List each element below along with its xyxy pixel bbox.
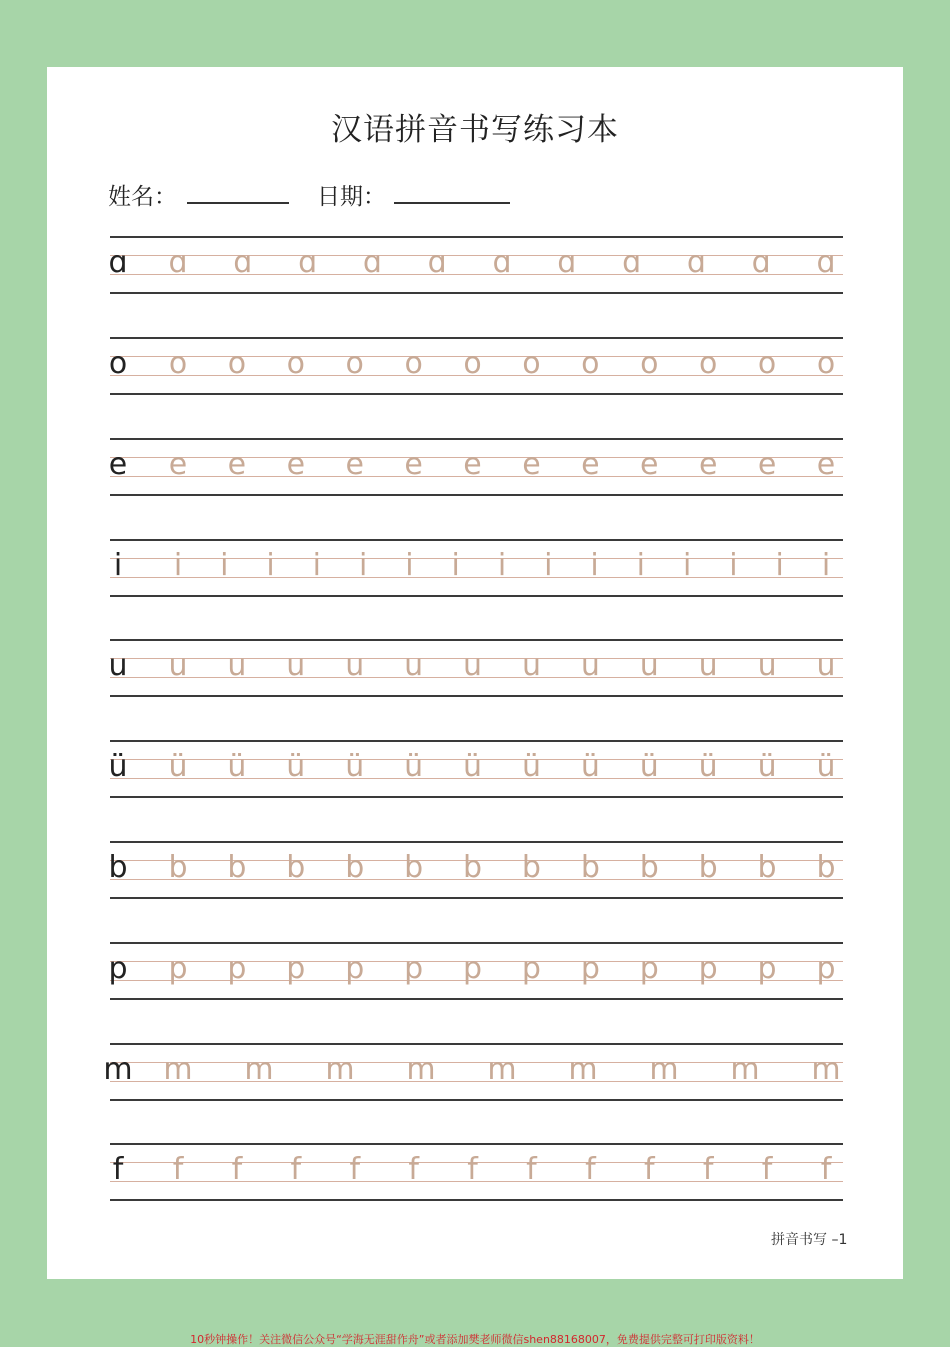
trace-letter: u: [168, 648, 188, 683]
model-letter: p: [108, 951, 128, 986]
trace-letter: u: [639, 648, 659, 683]
trace-letter: ɑ: [557, 245, 577, 280]
trace-letter: f: [349, 1152, 360, 1187]
trace-letter: f: [231, 1152, 243, 1187]
trace-letter: f: [172, 1152, 184, 1187]
guide-line: [110, 595, 843, 597]
trace-letter: ɑ: [622, 245, 642, 280]
trace-letter: f: [526, 1152, 537, 1187]
trace-letter: p: [404, 951, 424, 986]
trace-letter: i: [405, 548, 414, 583]
practice-row: [110, 539, 843, 596]
practice-row: [110, 942, 843, 999]
trace-letter: p: [286, 951, 306, 986]
guide-line: [110, 438, 843, 440]
trace-letter: e: [168, 447, 188, 482]
guide-line: [110, 942, 843, 944]
trace-letter: b: [580, 850, 600, 885]
trace-letter: m: [811, 1052, 841, 1087]
trace-letter: ɑ: [686, 245, 706, 280]
bottom-note: 10秒钟操作！关注微信公众号“学海无涯甜作舟”或者添加樊老师微信shen88168007，免费提供完整可打印版资料！: [190, 1333, 760, 1346]
trace-letter: e: [581, 447, 600, 482]
guide-line: [110, 539, 843, 541]
trace-letter: ɑ: [492, 245, 512, 280]
guide-line: [110, 998, 843, 1000]
trace-letter: ü: [698, 749, 718, 784]
trace-letter: u: [227, 648, 247, 683]
trace-letter: u: [463, 648, 483, 683]
trace-letter: i: [682, 548, 692, 583]
trace-letter: e: [463, 447, 482, 482]
trace-letter: f: [820, 1152, 832, 1187]
trace-letter: ü: [639, 749, 659, 784]
trace-letter: ü: [404, 749, 424, 784]
trace-letter: u: [698, 648, 718, 683]
trace-letter: f: [702, 1152, 714, 1187]
trace-letter: m: [649, 1052, 679, 1087]
practice-row: [110, 740, 843, 797]
trace-letter: m: [325, 1052, 355, 1087]
trace-letter: ɑ: [816, 245, 836, 280]
trace-letter: i: [497, 548, 507, 583]
trace-letter: i: [358, 548, 368, 583]
guide-line: [110, 796, 843, 798]
trace-letter: ɑ: [362, 245, 382, 280]
trace-letter: i: [220, 548, 229, 583]
trace-letter: u: [816, 648, 836, 683]
trace-letter: o: [345, 346, 364, 381]
trace-letter: i: [775, 548, 784, 583]
model-letter: i: [113, 548, 123, 583]
trace-letter: o: [581, 346, 600, 381]
trace-letter: b: [521, 850, 541, 885]
guide-line: [110, 639, 843, 641]
trace-letter: ɑ: [233, 245, 253, 280]
page-title: 汉语拼音书写练习本: [331, 112, 619, 148]
trace-letter: e: [345, 447, 364, 482]
model-letter: o: [108, 346, 128, 381]
practice-row: [110, 236, 843, 293]
trace-letter: m: [568, 1052, 598, 1087]
trace-letter: p: [463, 951, 483, 986]
trace-letter: m: [406, 1052, 436, 1087]
trace-letter: p: [227, 951, 247, 986]
trace-letter: i: [590, 548, 599, 583]
trace-letter: b: [227, 850, 247, 885]
trace-letter: ü: [168, 749, 188, 784]
trace-letter: ü: [816, 749, 836, 784]
trace-letter: i: [729, 548, 738, 583]
guide-line: [110, 695, 843, 697]
trace-letter: u: [757, 648, 777, 683]
trace-letter: o: [168, 346, 188, 381]
trace-letter: p: [816, 951, 836, 986]
trace-letter: i: [451, 548, 460, 583]
model-letter: e: [108, 447, 128, 482]
guide-line: [110, 337, 843, 339]
trace-letter: u: [521, 648, 541, 683]
page-footer: 拼音书写 –1: [771, 1232, 848, 1248]
model-letter: ɑ: [108, 245, 128, 280]
model-letter: b: [108, 850, 128, 885]
trace-letter: e: [404, 447, 423, 482]
trace-letter: i: [312, 548, 322, 583]
guide-line: [110, 1099, 843, 1101]
practice-row: [110, 337, 843, 394]
trace-letter: f: [290, 1152, 302, 1187]
trace-letter: m: [487, 1052, 517, 1087]
trace-letter: b: [345, 850, 365, 885]
trace-letter: ɑ: [751, 245, 771, 280]
guide-line: [110, 274, 843, 275]
trace-letter: o: [404, 346, 423, 381]
trace-letter: e: [286, 447, 306, 482]
trace-letter: e: [522, 447, 541, 482]
trace-letter: b: [639, 850, 659, 885]
trace-letter: ü: [345, 749, 365, 784]
trace-letter: p: [639, 951, 659, 986]
trace-letter: ü: [286, 749, 306, 784]
trace-letter: f: [643, 1152, 655, 1187]
trace-letter: b: [463, 850, 483, 885]
guide-line: [110, 841, 843, 843]
trace-letter: i: [821, 548, 831, 583]
guide-line: [110, 1043, 843, 1045]
model-letter: u: [108, 648, 128, 683]
trace-letter: m: [244, 1052, 274, 1087]
trace-letter: o: [227, 346, 247, 381]
trace-letter: p: [168, 951, 188, 986]
trace-letter: e: [816, 447, 836, 482]
trace-letter: f: [467, 1152, 478, 1187]
trace-letter: o: [757, 346, 777, 381]
trace-letter: p: [345, 951, 365, 986]
guide-line: [110, 1199, 843, 1201]
trace-letter: e: [757, 447, 777, 482]
guide-line: [110, 255, 843, 256]
practice-row: [110, 438, 843, 495]
date-blank: [394, 202, 510, 204]
practice-row: [110, 639, 843, 696]
trace-letter: ü: [580, 749, 600, 784]
trace-letter: o: [640, 346, 659, 381]
trace-letter: ü: [521, 749, 541, 784]
trace-letter: e: [640, 447, 659, 482]
practice-row: [110, 1143, 843, 1200]
guide-line: [110, 236, 843, 238]
trace-letter: i: [636, 548, 646, 583]
trace-letter: b: [698, 850, 718, 885]
trace-letter: p: [521, 951, 541, 986]
guide-line: [110, 897, 843, 899]
trace-letter: b: [404, 850, 424, 885]
model-letter: m: [103, 1052, 133, 1087]
trace-letter: m: [730, 1052, 760, 1087]
trace-letter: u: [580, 648, 600, 683]
date-label: 日期：: [317, 184, 386, 210]
trace-letter: p: [580, 951, 600, 986]
trace-letter: ɑ: [298, 245, 318, 280]
trace-letter: o: [286, 346, 305, 381]
trace-letter: u: [345, 648, 365, 683]
trace-letter: ü: [757, 749, 777, 784]
trace-letter: ü: [463, 749, 483, 784]
trace-letter: i: [266, 548, 275, 583]
model-letter: f: [112, 1152, 124, 1187]
trace-letter: f: [408, 1152, 419, 1187]
trace-letter: b: [168, 850, 188, 885]
trace-letter: o: [816, 346, 836, 381]
trace-letter: u: [286, 648, 306, 683]
trace-letter: b: [816, 850, 836, 885]
trace-letter: o: [463, 346, 482, 381]
model-letter: ü: [108, 749, 128, 784]
trace-letter: i: [544, 548, 553, 583]
trace-letter: ɑ: [168, 245, 188, 280]
trace-letter: ü: [227, 749, 247, 784]
guide-line: [110, 740, 843, 742]
trace-letter: e: [698, 447, 718, 482]
guide-line: [110, 1143, 843, 1145]
trace-letter: f: [585, 1152, 596, 1187]
trace-letter: b: [757, 850, 777, 885]
name-label: 姓名：: [108, 184, 177, 210]
practice-row: [110, 841, 843, 898]
trace-letter: p: [698, 951, 718, 986]
trace-letter: ɑ: [427, 245, 447, 280]
trace-letter: u: [404, 648, 424, 683]
trace-letter: m: [163, 1052, 193, 1087]
guide-line: [110, 292, 843, 294]
trace-letter: p: [757, 951, 777, 986]
name-blank: [187, 202, 289, 204]
trace-letter: f: [761, 1152, 773, 1187]
trace-letter: e: [227, 447, 247, 482]
guide-line: [110, 494, 843, 496]
practice-row: [103, 1043, 843, 1100]
guide-line: [110, 393, 843, 395]
trace-letter: i: [173, 548, 183, 583]
trace-letter: b: [286, 850, 306, 885]
trace-letter: o: [522, 346, 541, 381]
trace-letter: o: [698, 346, 718, 381]
